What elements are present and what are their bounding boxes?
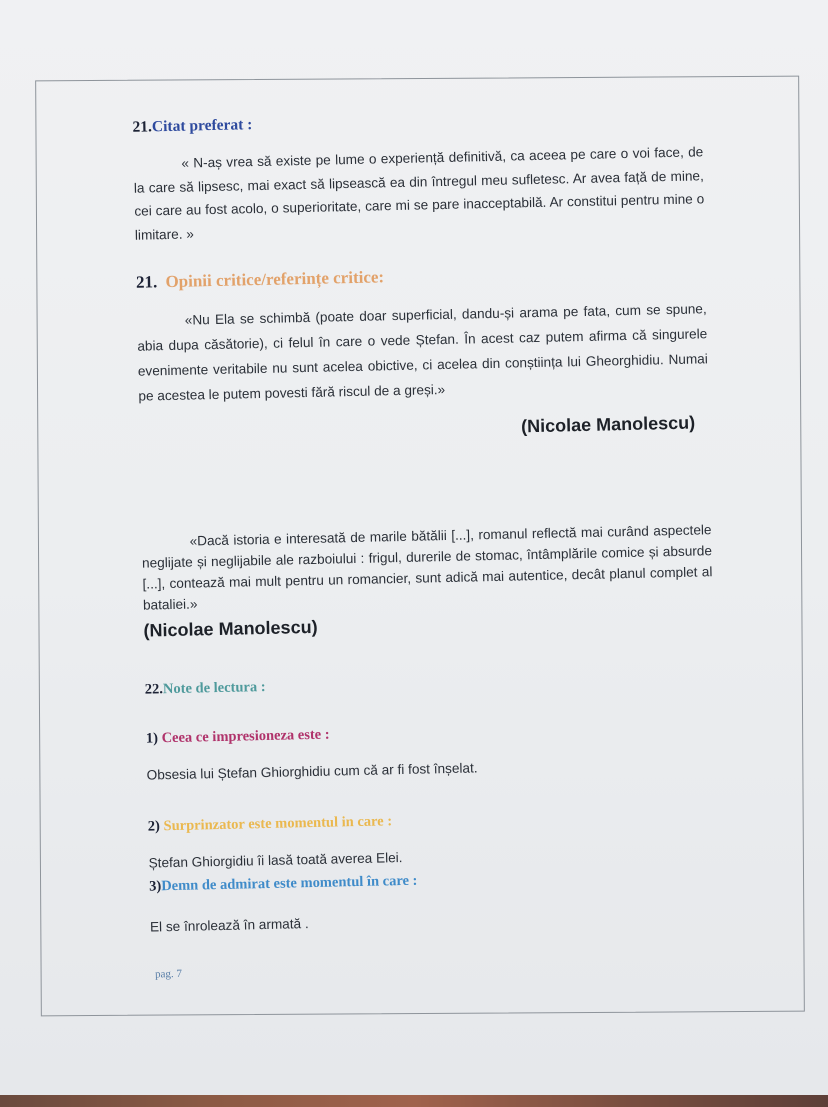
critics-heading: [136, 260, 706, 292]
note-2-label: [148, 806, 718, 835]
note-3-label: [149, 866, 719, 895]
note-2-number: 2): [147, 818, 161, 835]
note-1-number: 1): [145, 730, 159, 747]
critics-heading-title: Opinii critice/referințe critice:: [165, 267, 385, 292]
quote-heading: [132, 106, 702, 136]
note-2-title: Surprinzator este momentul in care :: [163, 813, 393, 835]
note-1-title: Ceea ce impresioneza este :: [161, 726, 330, 747]
note-3-number: 3): [148, 878, 162, 895]
critic-quote-1: «Nu Ela se schimbă (poate doar superficial, dandu-și arama pe fata, cum se spune, abia dupa căsătorie), ci felul în care o vede Ștefan. În acest caz putem afirma că singurele evenimente veritabile nu sunt acelea obictive, ci acelea din conștiința lui Gheorghidiu. Numai pe acestea le putem povesti fără riscul de a greși.»: [137, 301, 708, 404]
note-3-answer: El se înrolează în armată .: [149, 916, 309, 935]
note-3-title: Demn de admirat este momentul în care :: [161, 872, 418, 895]
quote-heading-number: 21.: [132, 118, 153, 136]
notes-heading-number: 22.: [144, 681, 164, 698]
page-border: [35, 76, 805, 1017]
critics-heading-number: 21.: [135, 272, 158, 292]
quote-heading-title: Citat preferat :: [151, 116, 253, 136]
note-1-label: [146, 718, 716, 747]
critic-author-2: (Nicolae Manolescu): [143, 616, 318, 641]
background-strip: [0, 1095, 828, 1107]
critic-quote-2: «Dacă istoria e interesată de marile bătălii [...], romanul reflectă mai curând aspectele neglijate și neglijabile ale razboiului : frigul, durerile de stomac, întâmplările comice și absurde [...], contează mai mult pentru un romancier, sunt adică mai autentice, decât planul complet al bataliei.»: [141, 522, 713, 613]
page-content: [132, 106, 721, 980]
page-number: pag. 7: [154, 967, 183, 981]
notes-heading: [145, 669, 715, 698]
favorite-quote-text: « N-aș vrea să existe pe lume o experiență definitivă, ca aceea pe care o voi face, de la care să lipsesc, mai exact să lipsească ea din întregul meu sufletesc. Ar avea față de mine, cei care au fost acolo, o superioritate, care mi se pare inacceptabilă. Ar constitui pentru mine o limitare. »: [133, 144, 705, 243]
note-1-answer: Obsesia lui Ștefan Ghiorghidiu cum că ar fi fost înșelat.: [146, 760, 478, 783]
notes-heading-title: Note de lectura :: [162, 678, 266, 698]
note-2-answer: Ștefan Ghiorgidiu îi lasă toată averea Elei.: [148, 850, 403, 871]
critic-author-1: (Nicolae Manolescu): [520, 412, 696, 437]
